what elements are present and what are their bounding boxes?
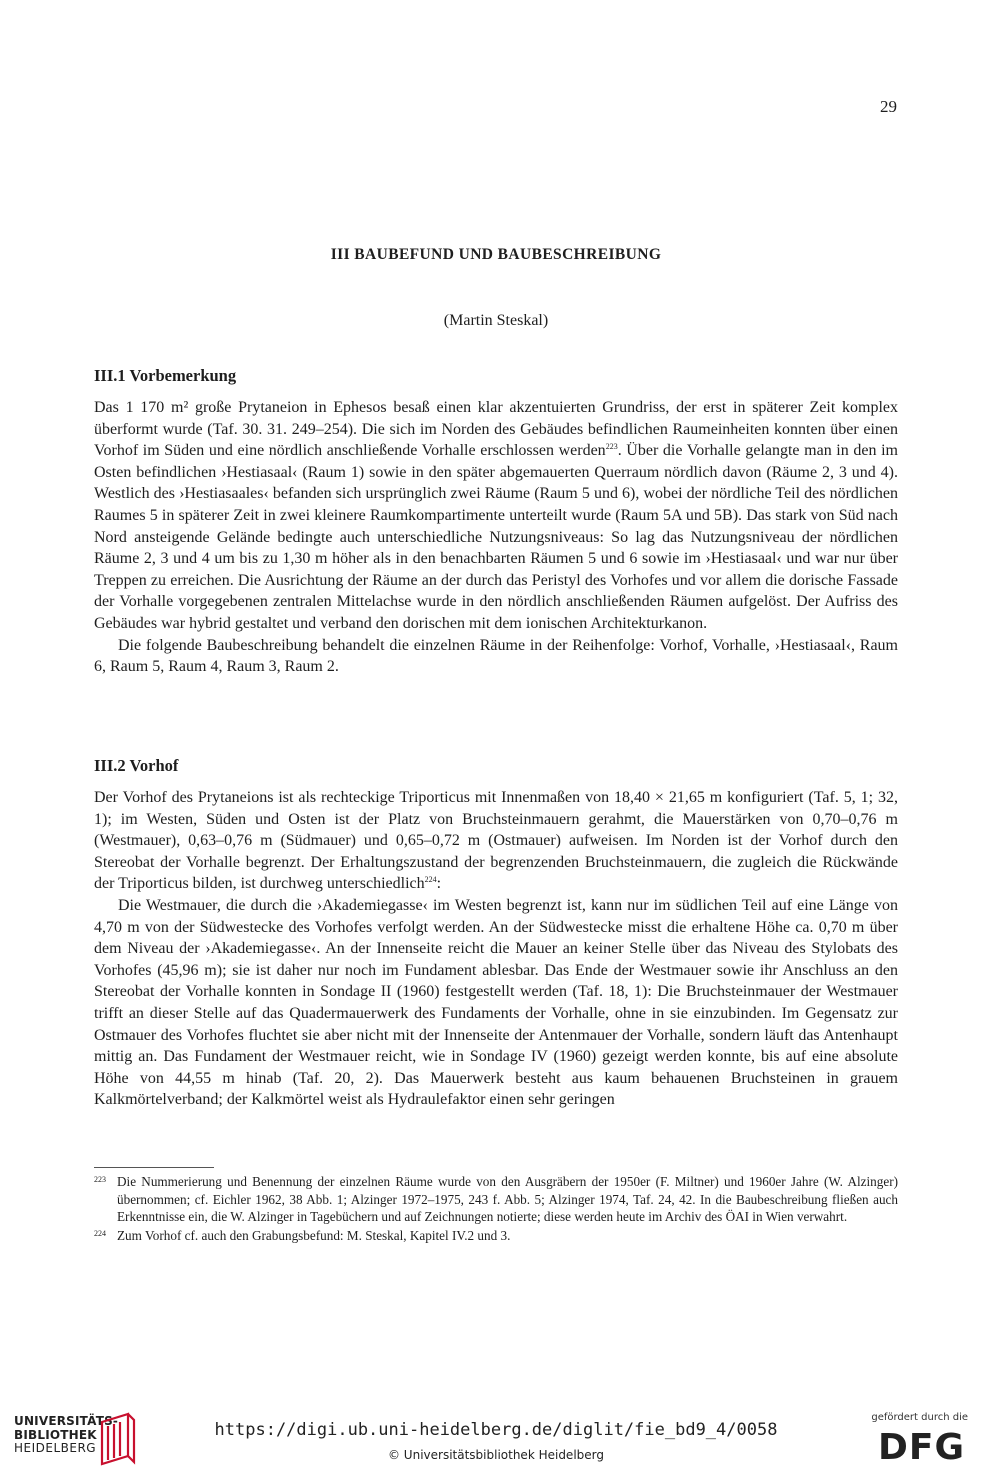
author: (Martin Steskal) xyxy=(443,312,549,329)
funder-label: gefördert durch die xyxy=(871,1412,968,1423)
footnote-text: Zum Vorhof cf. auch den Grabungsbefund: M. Steskal, Kapitel IV.2 und 3. xyxy=(117,1227,511,1243)
section-body-vorbemerkung xyxy=(94,397,898,678)
copyright-notice: © Universitätsbibliothek Heidelberg xyxy=(387,1448,604,1462)
paragraph xyxy=(94,397,898,635)
footnote-number: 224 xyxy=(94,1228,106,1238)
footnote-223 xyxy=(94,1173,898,1226)
footnote-ref-224[interactable]: 224 xyxy=(424,875,437,885)
page-number: 29 xyxy=(880,97,897,116)
footnotes xyxy=(94,1173,898,1245)
paragraph xyxy=(94,635,898,678)
paragraph-text-continued: . Über die Vorhalle gelangte man in den im Osten befindlichen ›Hestiasaal‹ (Raum 1) sowie in den später abgemauerten Querraum nördlich davon (Räume 2, 3 und 4). Westlich des ›Hestiasaales‹ befanden sich ursprünglich zwei Räume (Raum 5 und 6), wobei der nördliche Teil des nördlichen Raumes 5 in späterer Zeit in zwei kleinere Raumkompartimente unterteilt wurde (Raum 5A und 5B). Das stark von Süd nach Nord ansteigende Gelände bedingte auch unterschiedliche Nutzungsniveaus: So lag das Nutzungsniveau der nördlichen Räume 2, 3 und 4 um bis zu 1,30 m höher als in den benachbarten Räumen 5 und 6 sowie im ›Hestiasaal‹ und war nur über Treppen zu erreichen. Die Ausrichtung der Räume an der durch das Peristyl des Vorhofes und vor allem die dorische Fassade der Vorhalle vorgegebenen zentralen Mittelachse wurde in den nördlich anschließenden Räumen aufgelöst. Der Aufriss des Gebäudes war hybrid gestaltet und verband den dorischen mit dem ionischen Architekturkanon. xyxy=(94,442,898,632)
footnote-number: 223 xyxy=(94,1175,106,1184)
paragraph-text: Der Vorhof des Prytaneions ist als rechteckige Triporticus mit Innenmaßen von 18,40 × 21,65 m konfiguriert (Taf. 5, 1; 32, 1); im Westen, Süden und Osten ist der Platz von Bruchsteinmauern gerahmt, die Mauerstärken von 0,70–0,76 m (Westmauer), 0,63–0,76 m (Südmauer) und 0,65–0,72 m (Ostmauer) aufweisen. Im Norden ist der Vorhof durch den Stereobat der Vorhalle begrenzt. Der Erhaltungszustand der begrenzenden Bruchsteinmauern, die zugleich die Rückwände der Triporticus bilden, ist durchweg unterschiedlich xyxy=(94,789,898,893)
library-name-line: HEIDELBERG xyxy=(14,1441,97,1455)
footer-bar xyxy=(0,1404,992,1474)
paragraph xyxy=(94,787,898,895)
section-body-vorhof xyxy=(94,787,898,1111)
document-url[interactable]: https://digi.ub.uni-heidelberg.de/diglit/fie_bd9_4/0058 xyxy=(214,1420,778,1440)
dfg-logo-icon[interactable] xyxy=(878,1426,974,1464)
footnote-text: Die Nummerierung und Benennung der einzelnen Räume wurde von den Ausgräbern der 1950er (F. Miltner) und 1960er Jahre (W. Alzinger) übernommen; cf. Eichler 1962, 38 Abb. 1; Alzinger 1972–1975, 243 f. Abb. 5; Alzinger 1974, Taf. 24, 42. In die Baubeschreibung fließen auch Erkenntnisse ein, die W. Alzinger in Tagebüchern und auf Zeichnungen notierte; diese werden heute im Archiv des ÖAI in Wien verwahrt. xyxy=(117,1174,898,1225)
section-heading-vorhof: III.2 Vorhof xyxy=(94,756,179,775)
library-name-line: UNIVERSITÄTS- xyxy=(14,1414,119,1428)
paragraph-text: Das 1 170 m² große Prytaneion in Ephesos besaß einen klar akzentuierten Grundriss, der erst in späterer Zeit komplex überformt wurde (Taf. 30. 31. 249–254). Die sich im Norden des Gebäudes befindlichen Raumeinheiten konnten über einen Vorhof im Süden und eine nördlich anschließende Vorhalle erschlossen werden xyxy=(94,399,898,460)
library-name-line: BIBLIOTHEK xyxy=(14,1427,97,1442)
footnote-ref-223[interactable]: 223 xyxy=(605,442,618,452)
section-heading-vorbemerkung: III.1 Vorbemerkung xyxy=(94,366,237,385)
paragraph-text: Die Westmauer, die durch die ›Akademiegasse‹ im Westen begrenzt ist, kann nur im südlichen Teil auf eine Länge von 4,70 m von der Südwestecke des Vorhofes verfolgt werden. An der Südwestecke misst die erhaltene Höhe ca. 0,70 m über dem Niveau der ›Akademiegasse‹. An der Innenseite reicht die Mauer an keiner Stelle über das Niveau des Stylobats des Vorhofes (45,96 m); sie ist daher nur noch im Fundament ablesbar. Das Ende der Westmauer sowie ihr Anschluss an den Stereobat der Vorhalle konnten in Sondage II (1960) festgestellt werden (Taf. 18, 1): Die Bruchsteinmauer der Westmauer trifft an dieser Stelle auf das Quadermauerwerk des Fundaments der Vorhalle, ohne in sie einzubinden. Im Gegensatz zur Ostmauer des Vorhofes fluchtet sie aber nicht mit der Innenseite der Antenmauer der Vorhalle, sondern läuft das Antenhaupt mittig an. Das Fundament der Westmauer reicht, wie in Sondage IV (1960) gezeigt werden konnte, bis auf eine absolute Höhe von 44,55 m hinab (Taf. 20, 2). Das Mauerwerk besteht aus kaum behauenen Bruchsteinen in grauem Kalkmörtelverband; der Kalkmörtel weist als Hydraulefaktor einen sehr geringen xyxy=(94,896,898,1109)
paragraph-text-continued: : xyxy=(436,875,442,893)
chapter-title: III BAUBEFUND UND BAUBESCHREIBUNG xyxy=(330,246,662,263)
footnote-divider xyxy=(94,1167,214,1168)
paragraph xyxy=(94,895,898,1111)
dfg-logo-text: DFG xyxy=(878,1427,966,1464)
paragraph-text: Die folgende Baubeschreibung behandelt die einzelnen Räume in der Reihenfolge: Vorhof, Vorhalle, ›Hestiasaal‹, Raum 6, Raum 5, Raum 4, Raum 3, Raum 2. xyxy=(94,636,898,676)
footnote-224 xyxy=(94,1227,898,1245)
